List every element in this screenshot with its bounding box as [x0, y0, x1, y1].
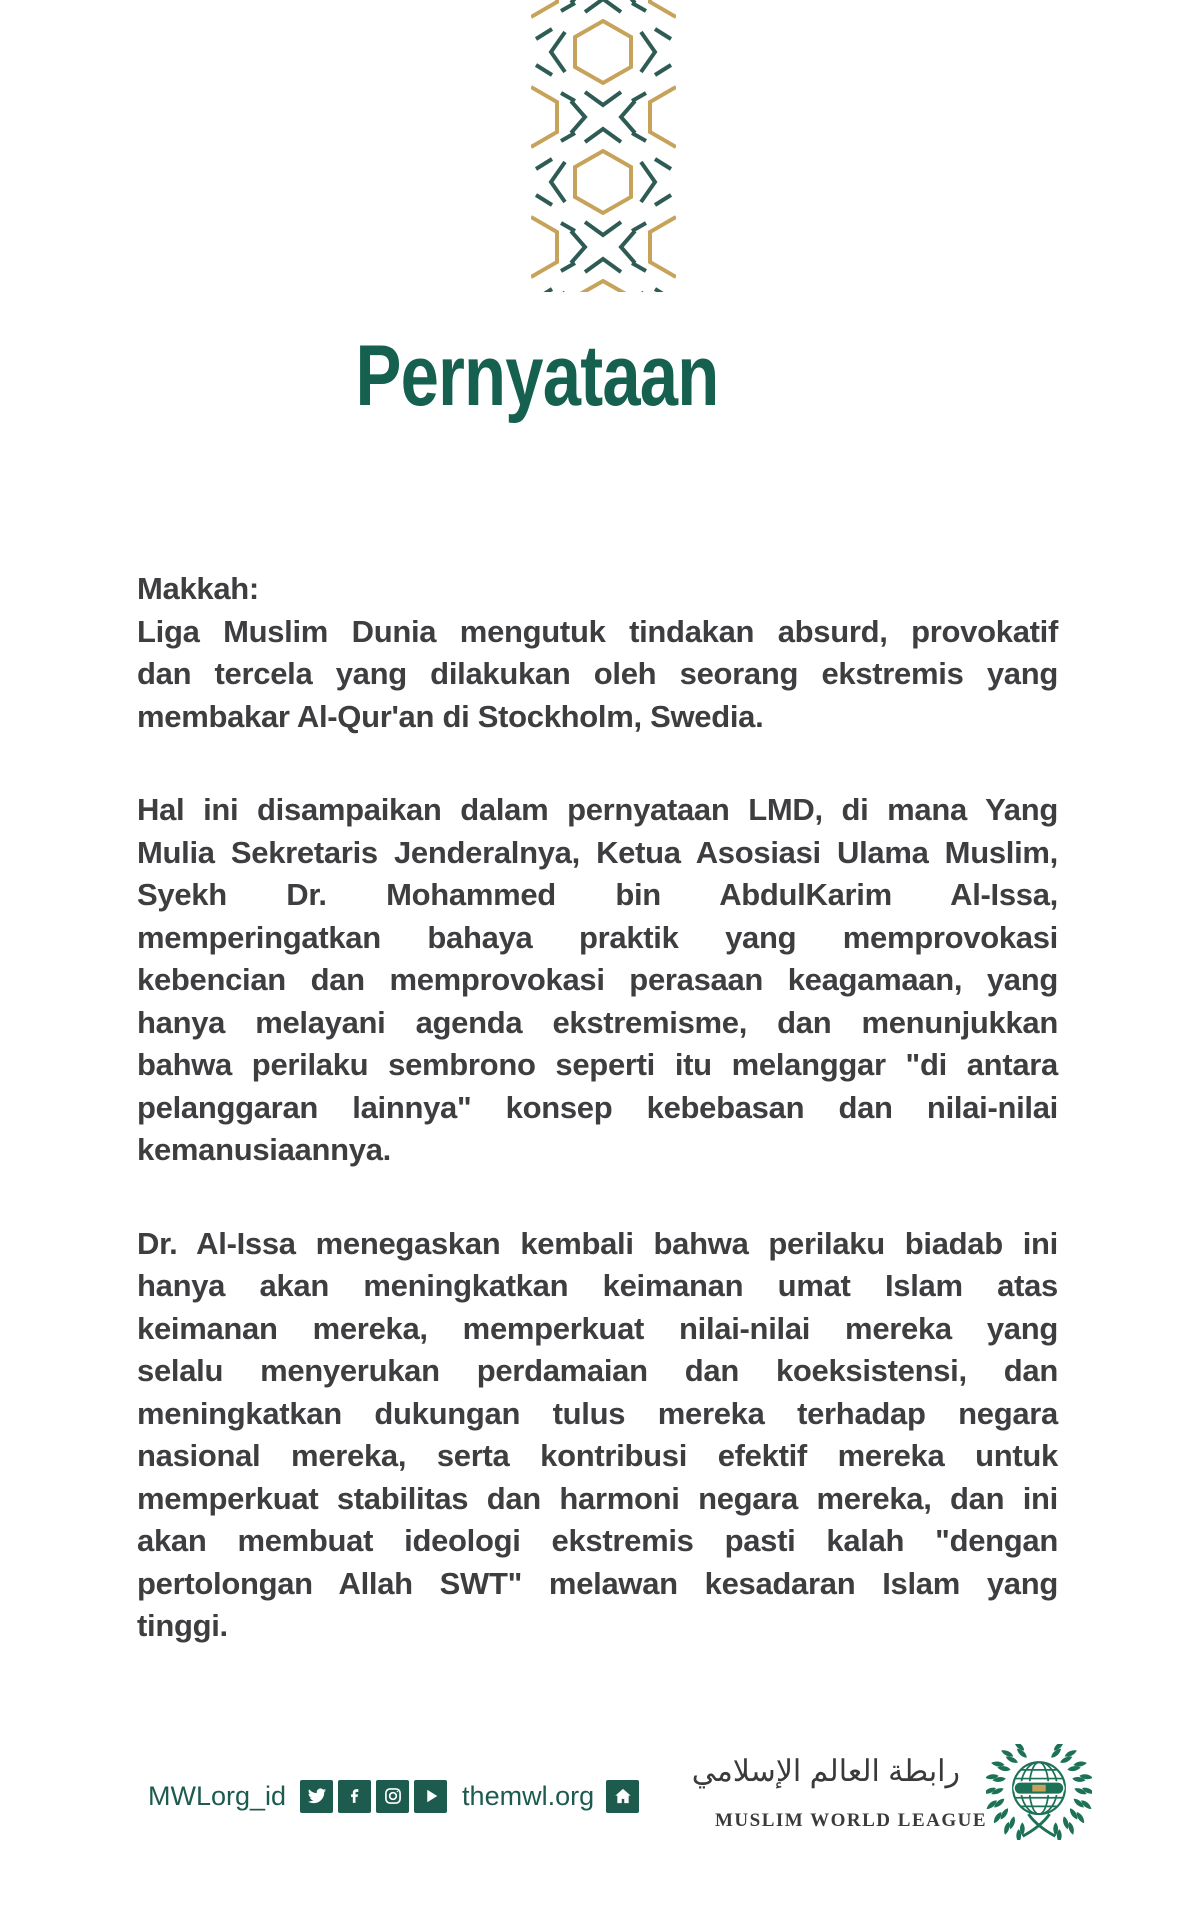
social-bar [148, 1778, 639, 1814]
text-line: hanya melayani agenda ekstremisme, dan menunjukkan [137, 1004, 1058, 1040]
mwl-wordmark: MUSLIM WORLD LEAGUE [715, 1810, 988, 1831]
paragraph [137, 1223, 1058, 1648]
mwl-emblem [986, 1744, 1092, 1840]
paragraph [137, 568, 1058, 738]
text-line: Liga Muslim Dunia mengutuk tindakan absurd, provokatif [137, 613, 1058, 649]
mwl-arabic-calligraphy: رابطة العالم الإسلامي [691, 1755, 960, 1788]
text-line: Makkah: [137, 571, 259, 606]
kaaba-gold-door [1032, 1785, 1045, 1792]
text-line: Hal ini disampaikan dalam pernyataan LMD, di mana Yang [137, 792, 1058, 827]
text-line: Mulia Sekretaris Jenderalnya, Ketua Asosiasi Ulama Muslim, [137, 834, 1058, 870]
text-line: dan tercela yang dilakukan oleh seorang ekstremis yang [137, 656, 1058, 691]
text-line: nasional mereka, serta kontribusi efektif mereka untuk [137, 1438, 1058, 1473]
website-url[interactable]: themwl.org [462, 1780, 595, 1811]
text-line: memperingatkan bahaya praktik yang memprovokasi [137, 919, 1058, 955]
text-line: selalu menyerukan perdamaian dan koeksistensi, dan [137, 1353, 1058, 1388]
youtube-icon[interactable] [414, 1780, 447, 1813]
paragraph [137, 789, 1058, 1172]
page-title: Pernyataan [355, 328, 719, 424]
text-line: hanya akan meningkatkan keimanan umat Islam atas [137, 1268, 1058, 1303]
wreath-stem-right [1028, 1814, 1055, 1836]
text-line: meningkatkan dukungan tulus mereka terhadap negara [137, 1395, 1058, 1431]
text-line: kebencian dan memprovokasi perasaan keagamaan, yang [137, 962, 1058, 997]
instagram-icon[interactable] [376, 1780, 409, 1813]
text-line: pertolongan Allah SWT" melawan kesadaran Islam yang [137, 1565, 1058, 1601]
text-line: Syekh Dr. Mohammed bin AbdulKarim Al-Issa, [137, 877, 1058, 912]
text-line: tinggi. [137, 1608, 228, 1643]
text-line: membakar Al-Qur'an di Stockholm, Swedia. [137, 698, 764, 734]
mwl-logo-text [691, 1738, 988, 1832]
text-line: memperkuat stabilitas dan harmoni negara mereka, dan ini [137, 1480, 1058, 1516]
social-handle: MWLorg_id [148, 1780, 287, 1811]
text-line: bahwa perilaku sembrono seperti itu melanggar "di antara [137, 1047, 1058, 1082]
statement-body [137, 568, 1058, 1648]
text-line: kemanusiaannya. [137, 1132, 391, 1167]
geometric-ornament [531, 0, 676, 292]
twitter-icon[interactable] [300, 1780, 333, 1813]
home-icon[interactable] [606, 1780, 639, 1813]
wreath-stem-left [1023, 1814, 1050, 1836]
text-line: keimanan mereka, memperkuat nilai-nilai mereka yang [137, 1310, 1058, 1346]
text-line: akan membuat ideologi ekstremis pasti kalah "dengan [137, 1523, 1058, 1558]
text-line: Dr. Al-Issa menegaskan kembali bahwa perilaku biadab ini [137, 1225, 1058, 1261]
mwl-logo [691, 1738, 1092, 1840]
facebook-icon[interactable] [338, 1780, 371, 1813]
text-line: pelanggaran lainnya" konsep kebebasan dan nilai-nilai [137, 1089, 1058, 1125]
